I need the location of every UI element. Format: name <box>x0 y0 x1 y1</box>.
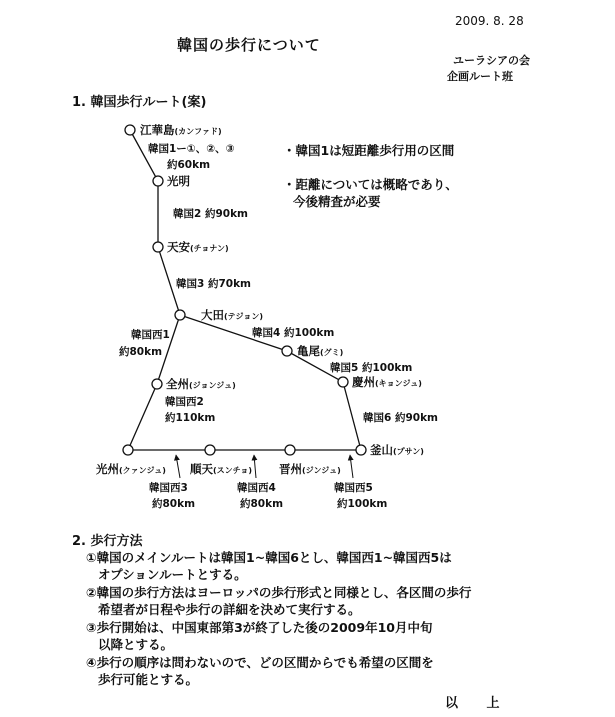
segment-w2-name: 韓国西2 <box>165 396 204 408</box>
segment-k4: 韓国4 約100km <box>252 327 335 339</box>
station-busan: 釜山(プサン) <box>370 443 424 457</box>
node-suncheon <box>205 445 215 455</box>
method-item-1: ①韓国のメインルートは韓国1~韓国6とし、韓国西1~韓国西5は <box>86 550 452 565</box>
note-needs-review: 今後精査が必要 <box>293 194 381 209</box>
segment-w5-distance: 約100km <box>337 498 388 510</box>
node-gumi <box>282 346 292 356</box>
method-item-4-cont: 歩行可能とする。 <box>98 672 199 687</box>
node-cheonan <box>153 242 163 252</box>
node-jeonju <box>152 379 162 389</box>
segment-w2-distance: 約110km <box>165 412 216 424</box>
closing-mark: 以 上 <box>445 696 512 711</box>
segment-w3-distance: 約80km <box>152 498 196 510</box>
method-item-2: ②韓国の歩行方法はヨーロッパの歩行形式と同様とし、各区間の歩行 <box>86 585 472 600</box>
node-ganghwa <box>125 125 135 135</box>
station-gumi: 亀尾(グミ) <box>297 344 344 358</box>
segment-k2: 韓国2 約90km <box>173 208 248 220</box>
node-busan <box>356 445 366 455</box>
station-cheonan: 天安(チョナン) <box>167 240 229 254</box>
document-title: 韓国の歩行について <box>177 36 321 54</box>
note-distance-approx: ・距離については概略であり、 <box>283 177 458 192</box>
arrow-w4 <box>254 455 256 478</box>
section2-heading: 2. 歩行方法 <box>72 534 143 549</box>
node-daejeon <box>175 310 185 320</box>
station-suncheon: 順天(スンチョ) <box>190 462 253 476</box>
segment-w1-name: 韓国西1 <box>131 329 170 341</box>
node-gyeongju <box>338 377 348 387</box>
organization-name: ユーラシアの会 <box>453 54 530 67</box>
team-name: 企画ルート班 <box>447 70 513 83</box>
document-date: 2009. 8. 28 <box>455 14 524 28</box>
segment-k3: 韓国3 約70km <box>176 278 251 290</box>
section1-heading: 1. 韓国歩行ルート(案) <box>72 95 207 110</box>
node-jinju <box>285 445 295 455</box>
segment-w4-distance: 約80km <box>240 498 284 510</box>
method-item-2-cont: 希望者が日程や歩行の詳細を決めて実行する。 <box>98 602 361 617</box>
segment-k6: 韓国6 約90km <box>363 412 438 424</box>
segment-w1-distance: 約80km <box>119 346 163 358</box>
segment-k1-name: 韓国1ー①、②、③ <box>148 143 235 155</box>
station-jeonju: 全州(ジョンジュ) <box>166 377 236 391</box>
station-ganghwa: 江華島(カンファド) <box>140 123 222 137</box>
node-gwangju <box>123 445 133 455</box>
segment-k5: 韓国5 約100km <box>330 362 413 374</box>
station-daejeon: 大田(テジョン) <box>201 308 263 322</box>
method-item-3-cont: 以降とする。 <box>98 637 174 652</box>
arrow-w3 <box>176 455 180 478</box>
method-item-4: ④歩行の順序は問わないので、どの区間からでも希望の区間を <box>86 655 434 670</box>
segment-w4-name: 韓国西4 <box>237 482 276 494</box>
station-gwangmyeong: 光明 <box>167 174 190 188</box>
segment-w5-name: 韓国西5 <box>334 482 373 494</box>
station-gyeongju: 慶州(キョンジュ) <box>352 375 422 389</box>
station-gwangju: 光州(クァンジュ) <box>96 462 166 476</box>
station-jinju: 晋州(ジンジュ) <box>279 462 341 476</box>
arrow-w5 <box>350 455 353 478</box>
note-short-route: ・韓国1は短距離歩行用の区間 <box>283 143 455 158</box>
method-item-1-cont: オプションルートとする。 <box>98 567 247 582</box>
segment-k1-distance: 約60km <box>167 159 211 171</box>
node-gwangmyeong <box>153 176 163 186</box>
method-item-3: ③歩行開始は、中国東部第3が終了した後の2009年10月中旬 <box>86 620 433 635</box>
segment-w3-name: 韓国西3 <box>149 482 188 494</box>
